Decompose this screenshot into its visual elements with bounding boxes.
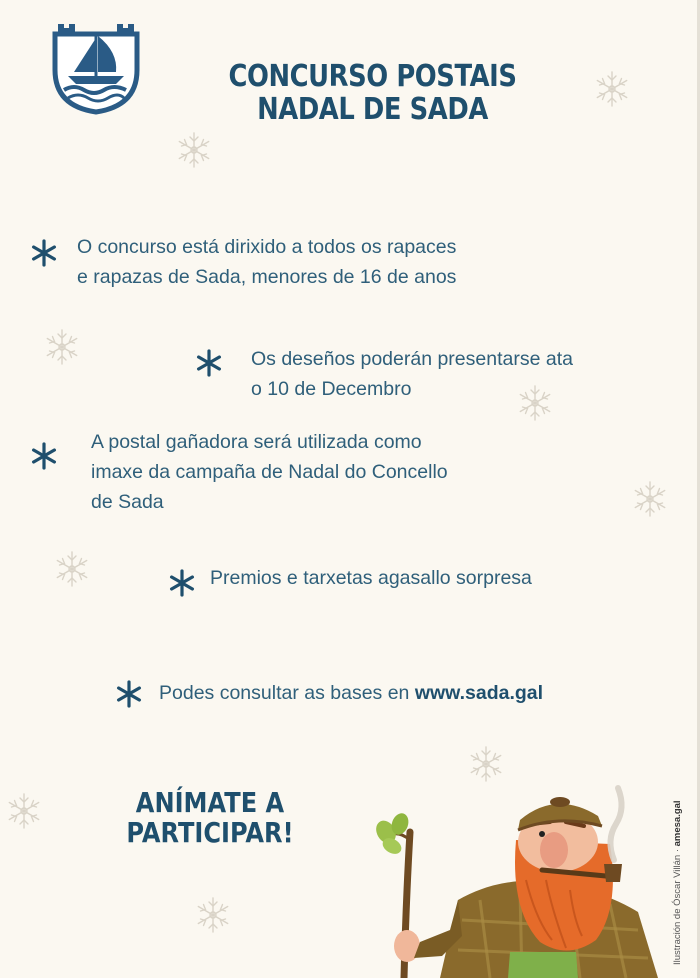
snowflake-icon bbox=[193, 895, 233, 935]
item-text-line: o 10 de Decembro bbox=[251, 378, 412, 400]
call-to-action bbox=[124, 788, 296, 848]
item-text-line: imaxe da campaña de Nadal do Concello bbox=[91, 461, 448, 483]
asterisk-star-icon bbox=[114, 679, 144, 709]
asterisk-star-icon bbox=[194, 348, 224, 378]
snowflake-icon bbox=[630, 479, 670, 519]
item-text-line: A postal gañadora será utilizada como bbox=[91, 431, 422, 453]
item-text: Podes consultar as bases en bbox=[159, 682, 415, 704]
illustration-credit bbox=[672, 800, 683, 965]
asterisk-star-icon bbox=[29, 238, 59, 268]
item-text-line: O concurso está dirixido a todos os rapaces bbox=[77, 236, 457, 258]
item-text-line: Premios e tarxetas agasallo sorpresa bbox=[210, 567, 532, 589]
credit-site: amesa.gal bbox=[672, 800, 683, 847]
snowflake-icon bbox=[592, 69, 632, 109]
item-text-line: de Sada bbox=[91, 491, 164, 513]
snowflake-icon bbox=[466, 744, 506, 784]
item-text-line: e rapazas de Sada, menores de 16 de anos bbox=[77, 266, 457, 288]
title-line-1: CONCURSO POSTAIS bbox=[228, 59, 517, 94]
cta-line-2: PARTICIPAR! bbox=[126, 816, 294, 849]
snowflake-icon bbox=[174, 130, 214, 170]
snowflake-icon bbox=[515, 383, 555, 423]
asterisk-star-icon bbox=[167, 568, 197, 598]
credit-text: Ilustración de Óscar Villán · bbox=[672, 846, 683, 965]
item-text-line: Os deseños poderán presentarse ata bbox=[251, 348, 573, 370]
cta-line-1: ANÍMATE A bbox=[135, 786, 285, 819]
asterisk-star-icon bbox=[29, 441, 59, 471]
website-link[interactable]: www.sada.gal bbox=[414, 682, 544, 704]
snowflake-icon bbox=[52, 549, 92, 589]
snowflake-icon bbox=[42, 327, 82, 367]
bearded-man-illustration bbox=[370, 780, 670, 978]
poster-title bbox=[228, 60, 516, 126]
title-line-2: NADAL DE SADA bbox=[257, 92, 488, 127]
snowflake-icon bbox=[4, 791, 44, 831]
concello-logo bbox=[50, 20, 142, 116]
sada-seal-icon bbox=[50, 20, 142, 116]
